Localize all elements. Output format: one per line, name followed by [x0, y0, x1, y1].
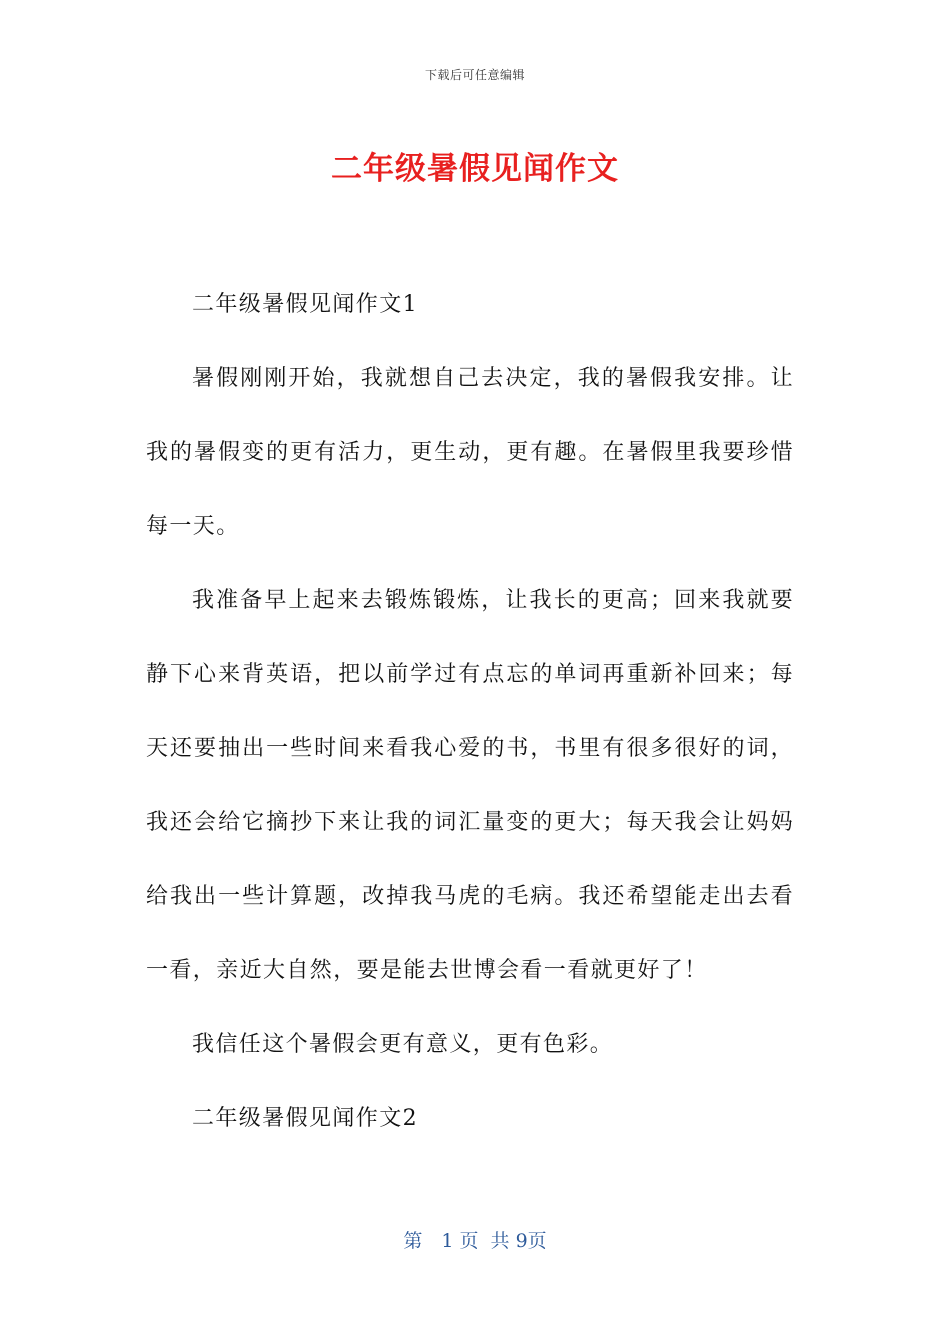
document-title: 二年级暑假见闻作文 — [331, 151, 619, 187]
page-number: 第 1 页 共 9页 — [403, 1230, 547, 1252]
header-note: 下载后可任意编辑 — [424, 68, 525, 82]
document-body — [146, 268, 794, 1156]
section-heading-2: 二年级暑假见闻作文2 — [192, 1106, 418, 1131]
paragraph-3: 我信任这个暑假会更有意义，更有色彩。 — [192, 1032, 614, 1057]
section-heading-1: 二年级暑假见闻作文1 — [192, 292, 418, 317]
paragraph-2: 我准备早上起来去锻炼锻炼，让我长的更高；回来我就要静下心来背英语，把以前学过有点忘的单词再重新补回来；每天还要抽出一些时间来看我心爱的书，书里有很多很好的词，我还会给它摘抄下来让我的词汇量变的更大；每天我会让妈妈给我出一些计算题，改掉我马虎的毛病。我还希望能走出去看一看，亲近大自然，要是能去世博会看一看就更好了！ — [146, 588, 794, 983]
paragraph-1: 暑假刚刚开始，我就想自己去决定，我的暑假我安排。让我的暑假变的更有活力，更生动，更有趣。在暑假里我要珍惜每一天。 — [146, 366, 794, 539]
